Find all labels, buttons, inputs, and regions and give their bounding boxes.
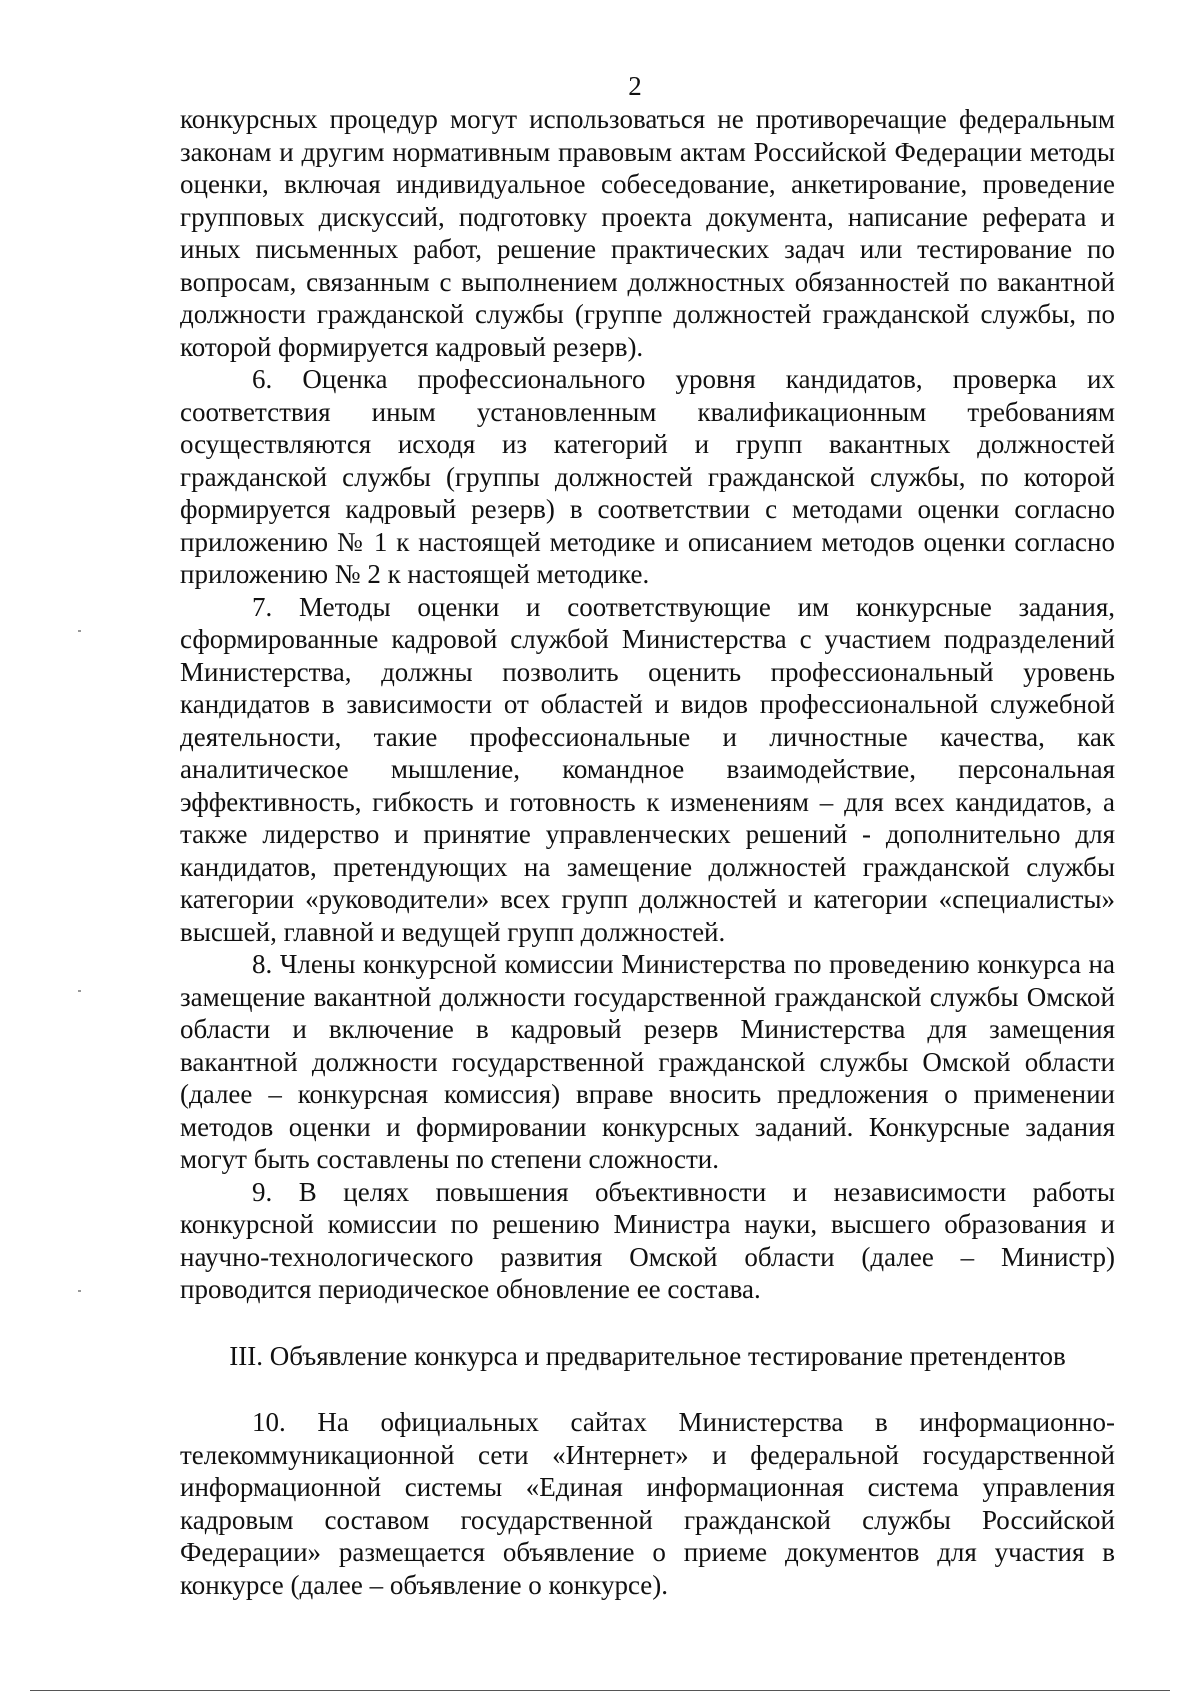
paragraph-7: 7. Методы оценки и соответствующие им конкурсные задания, сформированные кадровой службой Министерства с участием подразделений Министерства, должны позволить оценить профессиональный уровень кандидатов в зависимости от областей и видов профессиональной служебной деятельности, такие профессиональные и личностные качества, как аналитическое мышление, командное взаимодействие, персональная эффективность, гибкость и готовность к изменениям – для всех кандидатов, а также лидерство и принятие управленческих решений - дополнительно для кандидатов, претендующих на замещение должностей гражданской службы категории «руководители» всех групп должностей и категории «специалисты» высшей, главной и ведущей групп должностей. [180,591,1115,947]
paragraph-6: 6. Оценка профессионального уровня кандидатов, проверка их соответствия иным установленным квалификационным требованиям осуществляются исходя из категорий и групп вакантных должностей гражданской службы (группы должностей гражданской службы, по которой формируется кадровый резерв) в соответствии с методами оценки согласно приложению № 1 к настоящей методике и описанием методов оценки согласно приложению № 2 к настоящей методике. [180,364,1115,589]
scan-margin-mark [78,990,81,992]
scan-margin-mark [78,1290,81,1292]
paragraph-10: 10. На официальных сайтах Министерства в информационно-телекоммуникационной сети «Интернет» и федеральной государственной информационной системы «Единая информационная система управления кадровым составом государственной гражданской службы Российской Федерации» размещается объявление о приеме документов для участия в конкурсе (далее – объявление о конкурсе). [180,1407,1115,1600]
section-heading: III. Объявление конкурса и предварительное тестирование претендентов [229,1340,1066,1371]
footer-rule [30,1690,1170,1691]
paragraph-8: 8. Члены конкурсной комиссии Министерства по проведению конкурса на замещение вакантной должности государственной гражданской службы Омской области и включение в кадровый резерв Министерства для замещения вакантной должности государственной гражданской службы Омской области (далее – конкурсная комиссия) вправе вносить предложения о применении методов оценки и формировании конкурсных заданий. Конкурсные задания могут быть составлены по степени сложности. [180,949,1115,1174]
document-body [180,103,1115,1601]
scan-margin-mark [78,630,81,632]
paragraph-9: 9. В целях повышения объективности и независимости работы конкурсной комиссии по решению Министра науки, высшего образования и научно-технологического развития Омской области (далее – Министр) проводится периодическое обновление ее состава. [180,1176,1115,1304]
page-number: 2 [628,71,642,101]
paragraph-continuation: конкурсных процедур могут использоваться не противоречащие федеральным законам и другим нормативным правовым актам Российской Федерации методы оценки, включая индивидуальное собеседование, анкетирование, проведение групповых дискуссий, подготовку проекта документа, написание реферата и иных письменных работ, решение практических задач или тестирование по вопросам, связанным с выполнением должностных обязанностей по вакантной должности гражданской службы (группе должностей гражданской службы, по которой формируется кадровый резерв). [180,104,1115,362]
